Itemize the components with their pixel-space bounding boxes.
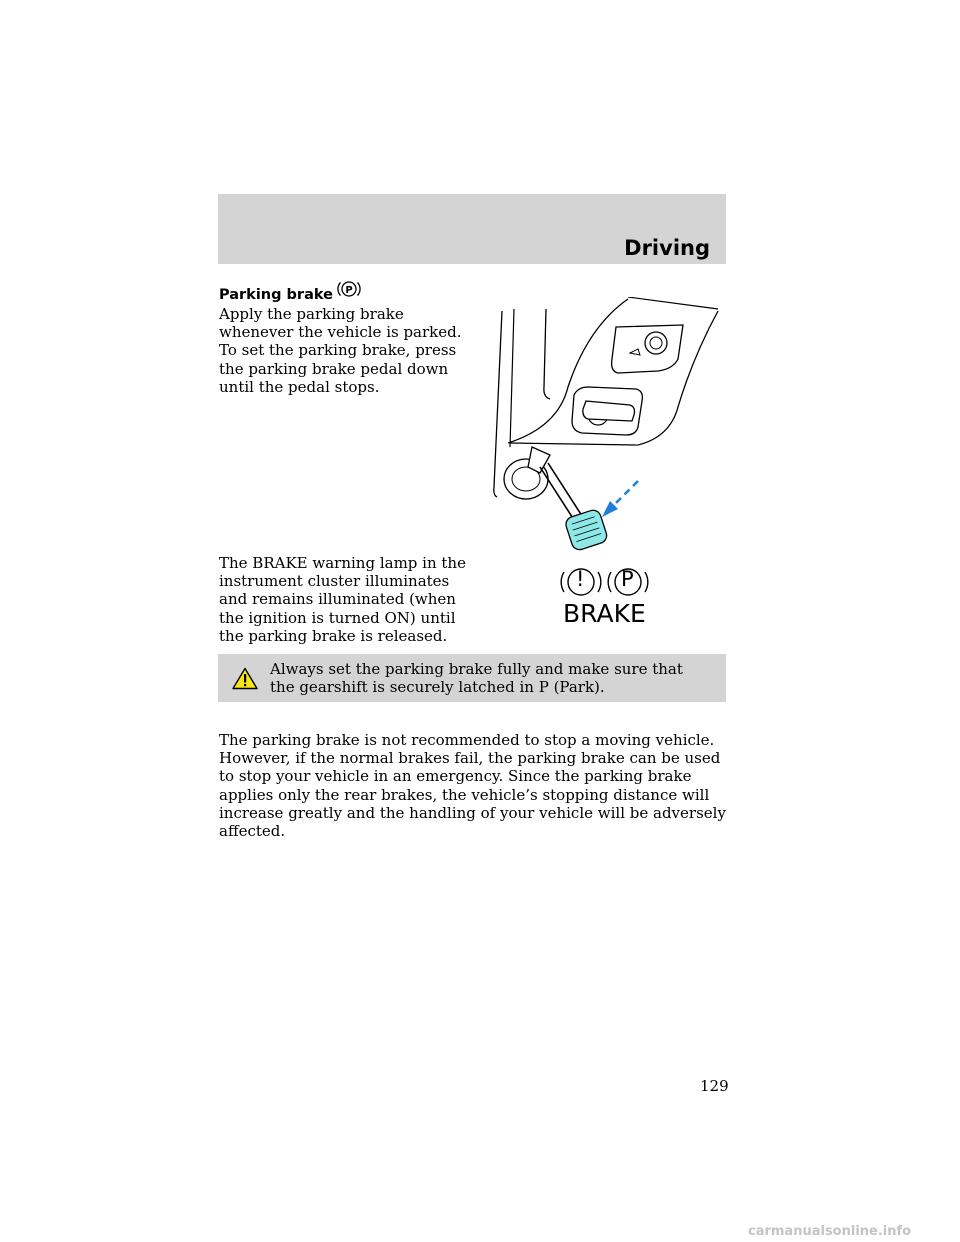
svg-text:P: P xyxy=(345,285,353,296)
warning-text: Always set the parking brake fully and make sure that the gearshift is securely latched in P (Park). xyxy=(270,660,683,697)
section-heading xyxy=(219,279,362,303)
brake-lamp-label: BRAKE xyxy=(563,599,646,628)
section-heading-text: Parking brake xyxy=(219,287,333,303)
warning-triangle-icon xyxy=(232,667,258,694)
page-number: 129 xyxy=(700,1077,729,1095)
header-band xyxy=(218,194,726,264)
parking-brake-p-icon xyxy=(336,279,362,303)
brake-lamp-icons xyxy=(556,564,656,600)
brake-lamp-p: P xyxy=(621,567,634,591)
paragraph-apply: Apply the parking brake whenever the vehicle is parked. To set the parking brake, press the parking brake pedal down until the pedal stops. xyxy=(219,305,462,396)
chapter-title: Driving xyxy=(624,236,710,260)
paragraph-emergency-use: The parking brake is not recommended to stop a moving vehicle. However, if the normal brakes fail, the parking brake can be used to stop your vehicle in an emergency. Since the parking brake applies only the rear brakes, the vehicle’s stopping distance will increase greatly and the handling of your vehicle will be adversely affected. xyxy=(219,731,726,841)
paragraph-warning-lamp: The BRAKE warning lamp in the instrument cluster illuminates and remains illuminated (when the ignition is turned ON) until the parking brake is released. xyxy=(219,554,466,645)
brake-lamp-exclaim: ! xyxy=(576,567,585,591)
parking-brake-pedal-illustration xyxy=(488,297,733,561)
watermark: carmanualsonline.info xyxy=(748,1224,912,1239)
brake-warning-lamp-symbol xyxy=(556,564,656,630)
warning-box xyxy=(218,654,726,702)
